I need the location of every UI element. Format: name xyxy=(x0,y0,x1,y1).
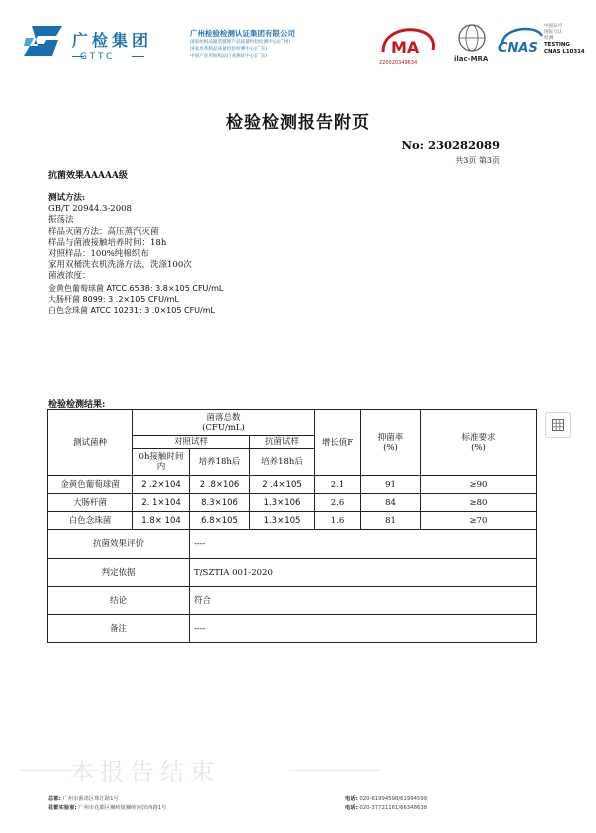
footer-phones xyxy=(345,795,427,813)
conclusion-row xyxy=(48,587,537,615)
method-line-sterilization: 样品灭菌方法：高压蒸汽灭菌 xyxy=(48,226,159,237)
remark-row xyxy=(48,615,537,643)
lab-tel-label: 电话: xyxy=(345,805,358,811)
header-antibacterial: 抗菌试样 xyxy=(250,436,315,449)
conclusion-label: 结论 xyxy=(48,587,190,615)
colony-total-label: 菌落总数 xyxy=(206,412,241,423)
strain-name: 大肠杆菌 xyxy=(48,494,133,512)
anti-18h-value: 2 .4×105 xyxy=(250,476,315,494)
ma-number: 220020349634 xyxy=(379,60,418,66)
basis-label: 判定依据 xyxy=(48,559,190,587)
header-anti-18h: 培养18h后 xyxy=(250,449,315,476)
cnas-side-3: 检测 xyxy=(544,36,554,41)
organization-name: 广州检验检测认证集团有限公司 xyxy=(190,29,295,38)
cnas-caption xyxy=(544,24,590,56)
results-table xyxy=(47,409,537,643)
hq-address: 广州市番禺区珠江路1号 xyxy=(62,796,119,802)
hq-label: 总部: xyxy=(48,796,61,802)
standard-unit: (%) xyxy=(471,442,486,453)
strain-line-candida: 白色念珠菌 ATCC 10231: 3 .0×105 CFU/mL xyxy=(48,306,215,316)
control-0h-value: 1.8× 104 xyxy=(133,512,190,530)
header-colony-total xyxy=(133,410,315,436)
standard-value: ≥70 xyxy=(421,512,537,530)
control-0h-value: 2 .2×104 xyxy=(133,476,190,494)
test-method-section xyxy=(48,193,223,316)
standard-value: ≥90 xyxy=(421,476,537,494)
page-title: 检验检测报告附页 xyxy=(226,113,370,133)
organization-block xyxy=(190,28,390,60)
results-heading: 检验检测结果: xyxy=(48,400,106,410)
control-18h-value: 2 .8×106 xyxy=(190,476,250,494)
control-0h-value: 2. 1×104 xyxy=(133,494,190,512)
page-count: 共3页 第3页 xyxy=(455,156,500,165)
colony-unit-label: (CFU/mL) xyxy=(202,422,245,433)
cnas-label: CNAS xyxy=(498,41,538,56)
basis-value: T/SZTIA 001-2020 xyxy=(190,559,537,587)
header-control-0h: 0h接触时间内 xyxy=(133,449,190,476)
lab-tel: 020-37721161/66348638 xyxy=(359,805,428,811)
inhibition-value: 84 xyxy=(361,494,421,512)
method-line-concentration: 菌液浓度： xyxy=(48,271,91,282)
method-line-washing: 家用双桶洗衣机洗涤方法，洗涤100次 xyxy=(48,260,192,271)
strain-name: 金黄色葡萄球菌 xyxy=(48,476,133,494)
gttc-logo-icon xyxy=(24,24,64,58)
cnas-testing: TESTING xyxy=(544,42,570,48)
evaluation-label: 抗菌效果评价 xyxy=(48,530,190,559)
inhibition-value: 91 xyxy=(361,476,421,494)
method-line-control-sample: 对照样品：100%纯棉织布 xyxy=(48,249,149,260)
header-standard xyxy=(421,410,537,476)
strain-name: 白色念珠菌 xyxy=(48,512,133,530)
lab-address: 广州市花都区狮岭镇狮岭河滨西路1号 xyxy=(78,805,167,811)
cnas-side-2: 国际互认 xyxy=(544,30,563,35)
header-growth: 增长值F xyxy=(315,410,361,476)
cnas-side-1: 中国认可 xyxy=(544,24,563,29)
ma-label: MA xyxy=(391,38,420,57)
method-line-contact-time: 样品与菌液接触培养时间：18h xyxy=(48,237,167,248)
inhibition-value: 81 xyxy=(361,512,421,530)
report-number: No: 230282089 xyxy=(401,138,500,152)
organization-sub-3: 中国产业用纺织品行业测试中心(广东) xyxy=(190,54,268,59)
header-strain: 测试菌种 xyxy=(48,410,133,476)
anti-18h-value: 1.3×105 xyxy=(250,512,315,530)
basis-row xyxy=(48,559,537,587)
antibacterial-level: 抗菌效果AAAAA级 xyxy=(48,171,128,181)
footer-addresses xyxy=(48,795,166,813)
brand-chinese-name: 广检集团 xyxy=(72,31,153,50)
remark-value: ---- xyxy=(190,615,537,643)
grid-scan-icon xyxy=(551,418,565,432)
control-18h-value: 8.3×106 xyxy=(190,494,250,512)
hq-tel-label: 电话: xyxy=(345,796,358,802)
organization-sub-2: 国家皮革制品质量检验检测中心(广东) xyxy=(190,47,268,52)
organization-sub-1: 国家纺织品服装服饰产品质量检验检测中心(广州) xyxy=(190,40,291,45)
evaluation-value: ---- xyxy=(190,530,537,559)
method-heading: 测试方法: xyxy=(48,193,86,203)
growth-value: 1.6 xyxy=(315,512,361,530)
hq-tel: 020-61994598/61994599 xyxy=(359,796,428,802)
header-row-1 xyxy=(48,410,537,436)
method-line-standard: GB/T 20944.3-2008 xyxy=(48,204,132,215)
evaluation-row xyxy=(48,530,537,559)
letterhead xyxy=(20,18,585,68)
end-of-report-mark: 本报告结束 xyxy=(70,758,220,786)
growth-value: 2.1 xyxy=(315,476,361,494)
lab-label: 花都实验室: xyxy=(48,805,77,811)
viewer-tool-button[interactable] xyxy=(545,412,571,438)
brand-divider-right xyxy=(132,56,144,57)
ilac-mra-icon xyxy=(452,22,492,66)
end-line-right xyxy=(290,770,380,771)
ilac-label: ilac-MRA xyxy=(454,55,489,63)
strain-line-staph: 金黄色葡萄球菌 ATCC 6538: 3.8×105 CFU/mL xyxy=(48,283,224,293)
table-row xyxy=(48,494,537,512)
method-line-shaking: 振荡法 xyxy=(48,215,74,226)
anti-18h-value: 1.3×106 xyxy=(250,494,315,512)
inhibition-unit: (%) xyxy=(383,442,398,453)
standard-value: ≥80 xyxy=(421,494,537,512)
cnas-mark-icon xyxy=(496,22,546,66)
cma-seal-icon xyxy=(377,22,449,66)
inhibition-label: 抑菌率 xyxy=(377,432,404,443)
brand-english-name: GTTC xyxy=(80,52,116,62)
table-row xyxy=(48,512,537,530)
cnas-id: CNAS L10314 xyxy=(544,49,585,55)
header-control: 对照试样 xyxy=(133,436,250,449)
header-control-18h: 培养18h后 xyxy=(190,449,250,476)
control-18h-value: 6.8×105 xyxy=(190,512,250,530)
remark-label: 备注 xyxy=(48,615,190,643)
header-inhibition xyxy=(361,410,421,476)
strain-line-ecoli: 大肠杆菌 8099: 3 .2×105 CFU/mL xyxy=(48,294,179,304)
table-row xyxy=(48,476,537,494)
growth-value: 2.6 xyxy=(315,494,361,512)
conclusion-value: 符合 xyxy=(190,587,537,615)
standard-label: 标准要求 xyxy=(461,432,496,443)
